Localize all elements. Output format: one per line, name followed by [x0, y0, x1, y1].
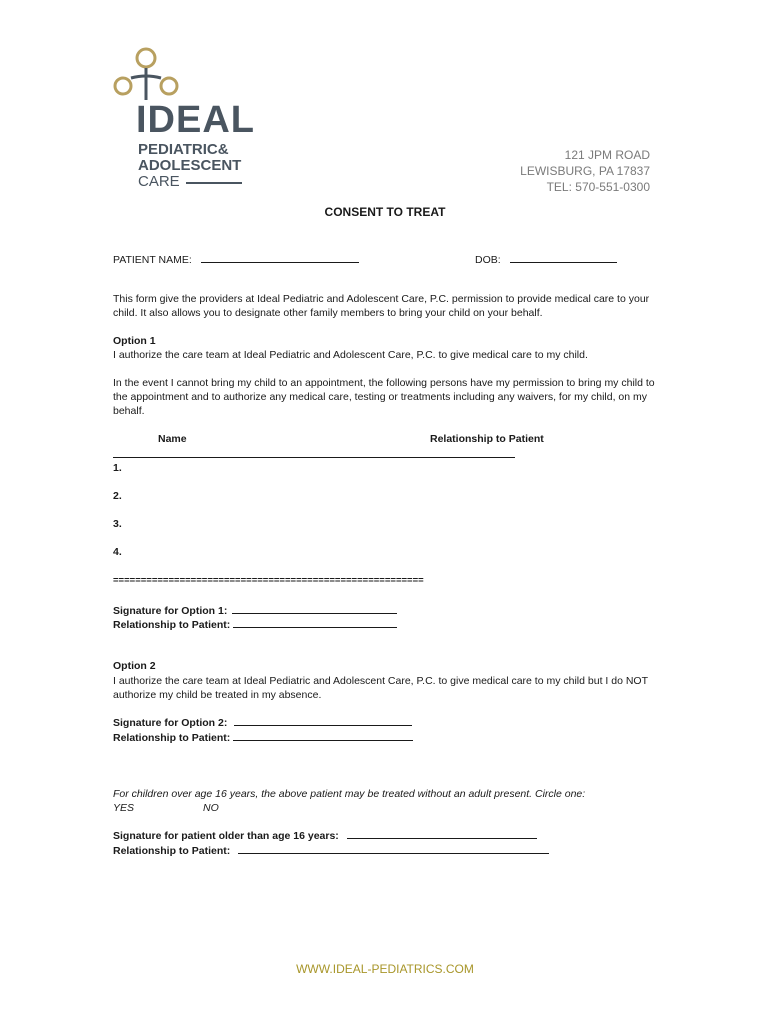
table-row-3[interactable]: 3. [113, 518, 122, 530]
document-title: CONSENT TO TREAT [324, 205, 446, 219]
option1-relationship-row [113, 617, 397, 632]
dob-row [475, 252, 617, 267]
address-phone: TEL: 570-551-0300 [546, 180, 650, 194]
address-street: 121 JPM ROAD [564, 148, 650, 162]
option1-signature-row [113, 603, 397, 618]
patient-name-row [113, 252, 359, 267]
option-no[interactable]: NO [203, 802, 219, 814]
option1-event-text: In the event I cannot bring my child to an appointment, the following persons have my permission to bring my child to the appointment and to authorize any medical care, testing or treatments including any waivers, for my child, on my behalf. [113, 377, 655, 417]
patient-name-label: PATIENT NAME: [113, 254, 192, 266]
col-relationship-header: Relationship to Patient [430, 433, 544, 445]
option1-relationship-field[interactable] [233, 617, 397, 628]
option2-relationship-field[interactable] [233, 730, 413, 741]
table-row-1[interactable]: 1. [113, 462, 122, 474]
option1-signature-field[interactable] [232, 603, 397, 614]
option1-relationship-label: Relationship to Patient: [113, 619, 231, 631]
dob-field[interactable] [510, 252, 617, 263]
separator-line: ======================================================== [113, 575, 424, 586]
intro-paragraph: This form give the providers at Ideal Pediatric and Adolescent Care, P.C. permission to provide medical care to your child. It also allows you to designate other family members to bring your child on your behalf. [113, 293, 650, 319]
website-footer[interactable]: WWW.IDEAL-PEDIATRICS.COM [296, 962, 474, 976]
option2-signature-row [113, 715, 412, 730]
older-signature-field[interactable] [347, 828, 537, 839]
logo-text-pediatric: PEDIATRIC& [138, 141, 229, 158]
option2-relationship-row [113, 730, 413, 745]
older-note: For children over age 16 years, the above patient may be treated without an adult present. Circle one: [113, 788, 586, 800]
option1-signature-label: Signature for Option 1: [113, 605, 228, 617]
option2-text: I authorize the care team at Ideal Pediatric and Adolescent Care, P.C. to give medical care to my child but I do NOT authorize my child be treated in my absence. [113, 675, 648, 701]
option2-relationship-label: Relationship to Patient: [113, 732, 231, 744]
option2-signature-field[interactable] [234, 715, 412, 726]
option2-heading: Option 2 [113, 660, 156, 672]
col-name-header: Name [158, 433, 187, 445]
logo-text-ideal: IDEAL [136, 99, 255, 141]
older-relationship-label: Relationship to Patient: [113, 845, 231, 857]
table-rule [113, 457, 515, 458]
logo-text-adolescent: ADOLESCENT [138, 157, 242, 174]
practice-logo [108, 44, 255, 194]
option2-signature-label: Signature for Option 2: [113, 717, 228, 729]
patient-name-field[interactable] [201, 252, 359, 263]
option-yes[interactable]: YES [113, 802, 135, 814]
dob-label: DOB: [475, 254, 501, 266]
option1-heading: Option 1 [113, 335, 156, 347]
option1-text: I authorize the care team at Ideal Pediatric and Adolescent Care, P.C. to give medical care to my child. [113, 349, 588, 361]
address-city: LEWISBURG, PA 17837 [520, 164, 650, 178]
table-row-2[interactable]: 2. [113, 490, 122, 502]
logo-underline [186, 182, 242, 184]
older-signature-row [113, 828, 537, 843]
table-row-4[interactable]: 4. [113, 546, 122, 558]
logo-text-care: CARE [138, 173, 180, 190]
older-relationship-row [113, 843, 549, 858]
older-relationship-field[interactable] [238, 843, 549, 854]
older-signature-label: Signature for patient older than age 16 years: [113, 830, 339, 842]
